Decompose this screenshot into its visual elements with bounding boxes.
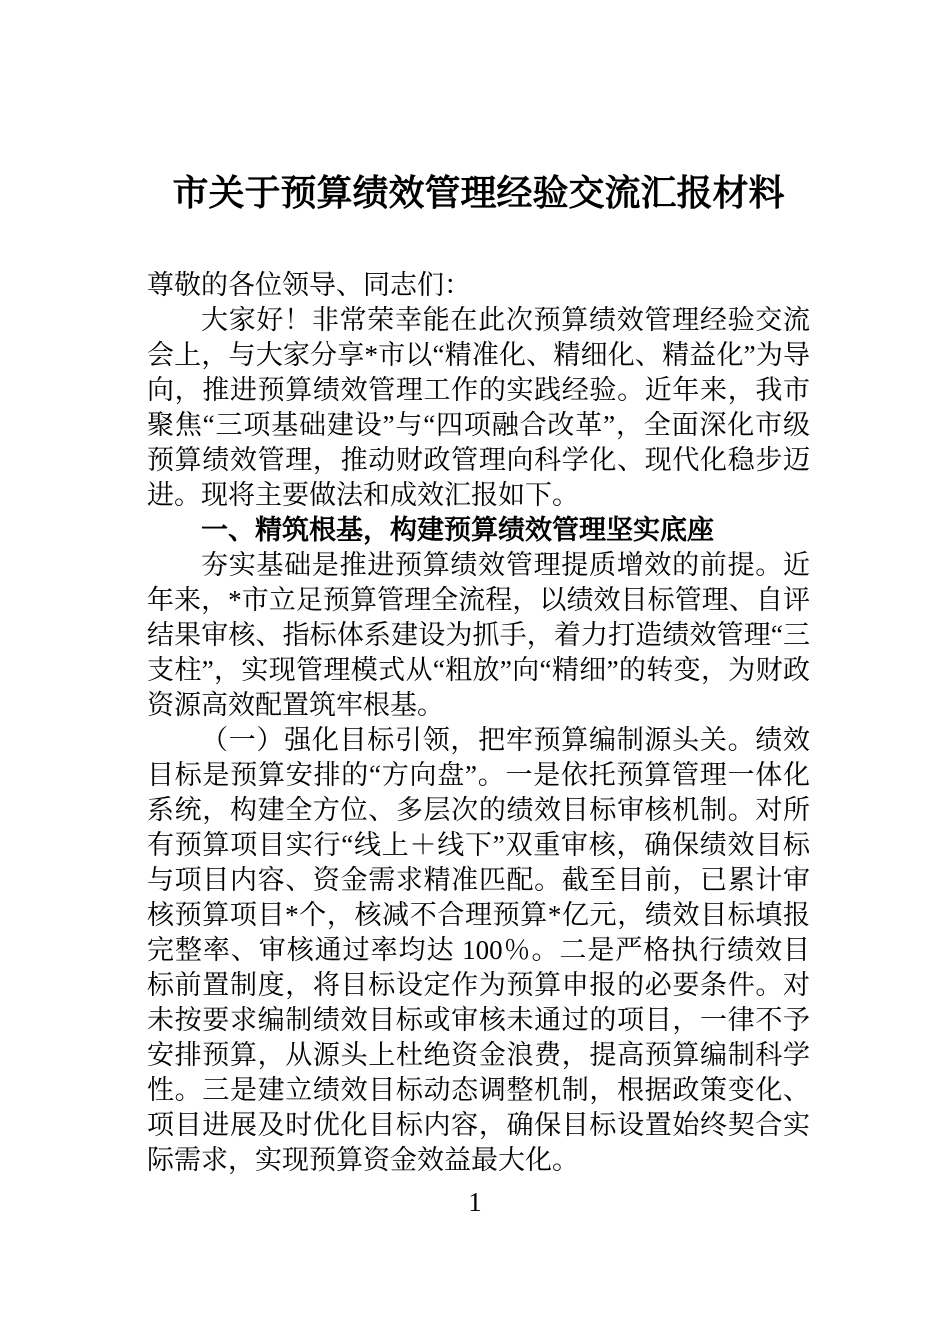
paragraph-introduction: 大家好！非常荣幸能在此次预算绩效管理经验交流会上，与大家分享*市以“精准化、精细化、精益化”为导向，推进预算绩效管理工作的实践经验。近年来，我市聚焦“三项基础建设”与“四项融合改革”，全面深化市级预算绩效管理，推动财政管理向科学化、现代化稳步迈进。现将主要做法和成效汇报如下。 [147, 305, 810, 510]
section-heading-1: 一、精筑根基，构建预算绩效管理坚实底座 [201, 515, 714, 545]
page-number: 1 [468, 1187, 482, 1217]
paragraph-goal-leading: （一）强化目标引领，把牢预算编制源头关。绩效目标是预算安排的“方向盘”。一是依托预算管理一体化系统，构建全方位、多层次的绩效目标审核机制。对所有预算项目实行“线上＋线下”双重审核，确保绩效目标与项目内容、资金需求精准匹配。截至目前，已累计审核预算项目*个，核减不合理预算*亿元，绩效目标填报完整率、审核通过率均达 100％。二是严格执行绩效目标前置制度，将目标设定作为预算申报的必要条件。对未按要求编制绩效目标或审核未通过的项目，一律不予安排预算，从源头上杜绝资金浪费，提高预算编制科学性。三是建立绩效目标动态调整机制，根据政策变化、项目进展及时优化目标内容，确保目标设置始终契合实际需求，实现预算资金效益最大化。 [147, 725, 810, 1175]
salutation: 尊敬的各位领导、同志们： [147, 270, 471, 300]
document-content [147, 0, 810, 1178]
paragraph-foundation: 夯实基础是推进预算绩效管理提质增效的前提。近年来，*市立足预算管理全流程，以绩效目标管理、自评结果审核、指标体系建设为抓手，着力打造绩效管理“三支柱”，实现管理模式从“粗放”向“精细”的转变，为财政资源高效配置筑牢根基。 [147, 550, 810, 720]
document-title: 市关于预算绩效管理经验交流汇报材料 [172, 173, 785, 213]
document-body [147, 268, 810, 1178]
